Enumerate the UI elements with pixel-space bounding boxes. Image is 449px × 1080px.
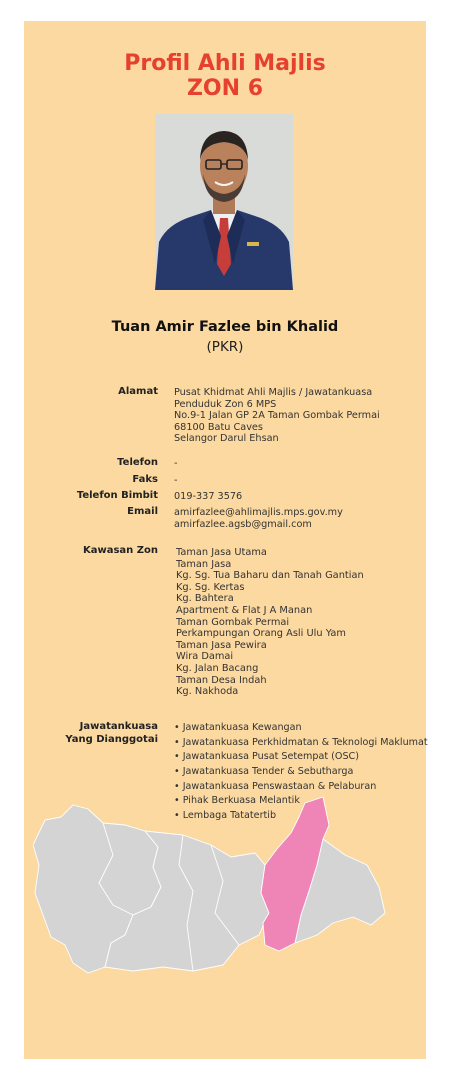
- committee-label-sub: Yang Dianggotai: [65, 734, 158, 745]
- email-address: amirfazlee@ahlimajlis.mps.gov.my: [174, 507, 343, 518]
- zone-area: Perkampungan Orang Asli Ulu Yam: [176, 628, 346, 640]
- zone-area: Kg. Sg. Kertas: [176, 581, 245, 593]
- telephone-value: -: [174, 458, 178, 469]
- address-line: Penduduk Zon 6 MPS: [174, 398, 277, 410]
- zone-area: Kg. Sg. Tua Baharu dan Tanah Gantian: [176, 570, 364, 582]
- zone-area-list: [176, 547, 364, 698]
- committee-item: • Jawatankuasa Perkhidmatan & Teknologi Maklumat: [174, 736, 428, 748]
- committee-item: • Pihak Berkuasa Melantik: [174, 795, 300, 807]
- zone-area: Kg. Bahtera: [176, 593, 234, 605]
- committee-label: Jawatankuasa: [79, 721, 158, 732]
- mobile-label: Telefon Bimbit: [76, 490, 158, 501]
- zone-area: Kg. Jalan Bacang: [176, 662, 259, 674]
- fax-value: -: [174, 475, 178, 486]
- email-label: Email: [127, 506, 158, 517]
- mobile-value: 019-337 3576: [174, 491, 243, 502]
- zone-area: Taman Gombak Permai: [176, 616, 290, 628]
- committee-item: • Jawatankuasa Kewangan: [174, 722, 302, 733]
- zone-title: ZON 6: [186, 76, 264, 101]
- councillor-party: (PKR): [206, 339, 244, 355]
- committee-item: • Lembaga Tatatertib: [174, 810, 277, 822]
- zone-area: Taman Jasa: [176, 558, 232, 570]
- email-list: [174, 507, 343, 530]
- councillor-name: Tuan Amir Fazlee bin Khalid: [111, 319, 339, 335]
- address-line: Selangor Darul Ehsan: [174, 433, 279, 445]
- zone-area: Kg. Nakhoda: [176, 686, 239, 698]
- address-line: Pusat Khidmat Ahli Majlis / Jawatankuasa: [174, 387, 373, 398]
- zone-area: Apartment & Flat J A Manan: [176, 604, 313, 616]
- fax-label: Faks: [132, 474, 158, 485]
- telephone-label: Telefon: [117, 457, 158, 468]
- zone-area: Taman Desa Indah: [176, 674, 267, 686]
- zone-area: Wira Damai: [176, 651, 234, 663]
- page-title: Profil Ahli Majlis: [124, 51, 326, 76]
- councillor-photo: [155, 114, 293, 290]
- committee-item: • Jawatankuasa Penswastaan & Pelaburan: [174, 780, 377, 792]
- address-line: No.9-1 Jalan GP 2A Taman Gombak Permai: [174, 410, 380, 422]
- address-line: 68100 Batu Caves: [174, 421, 263, 433]
- address-value: [174, 387, 380, 445]
- address-label: Alamat: [118, 386, 158, 397]
- committee-item: • Jawatankuasa Tender & Sebutharga: [174, 766, 354, 778]
- email-address: amirfazlee.agsb@gmail.com: [174, 518, 312, 530]
- zone-label: Kawasan Zon: [82, 545, 158, 556]
- zone-area: Taman Jasa Pewira: [176, 639, 267, 651]
- zone-map: [33, 795, 388, 980]
- committee-item: • Jawatankuasa Pusat Setempat (OSC): [174, 751, 360, 763]
- zone-area: Taman Jasa Utama: [176, 547, 267, 558]
